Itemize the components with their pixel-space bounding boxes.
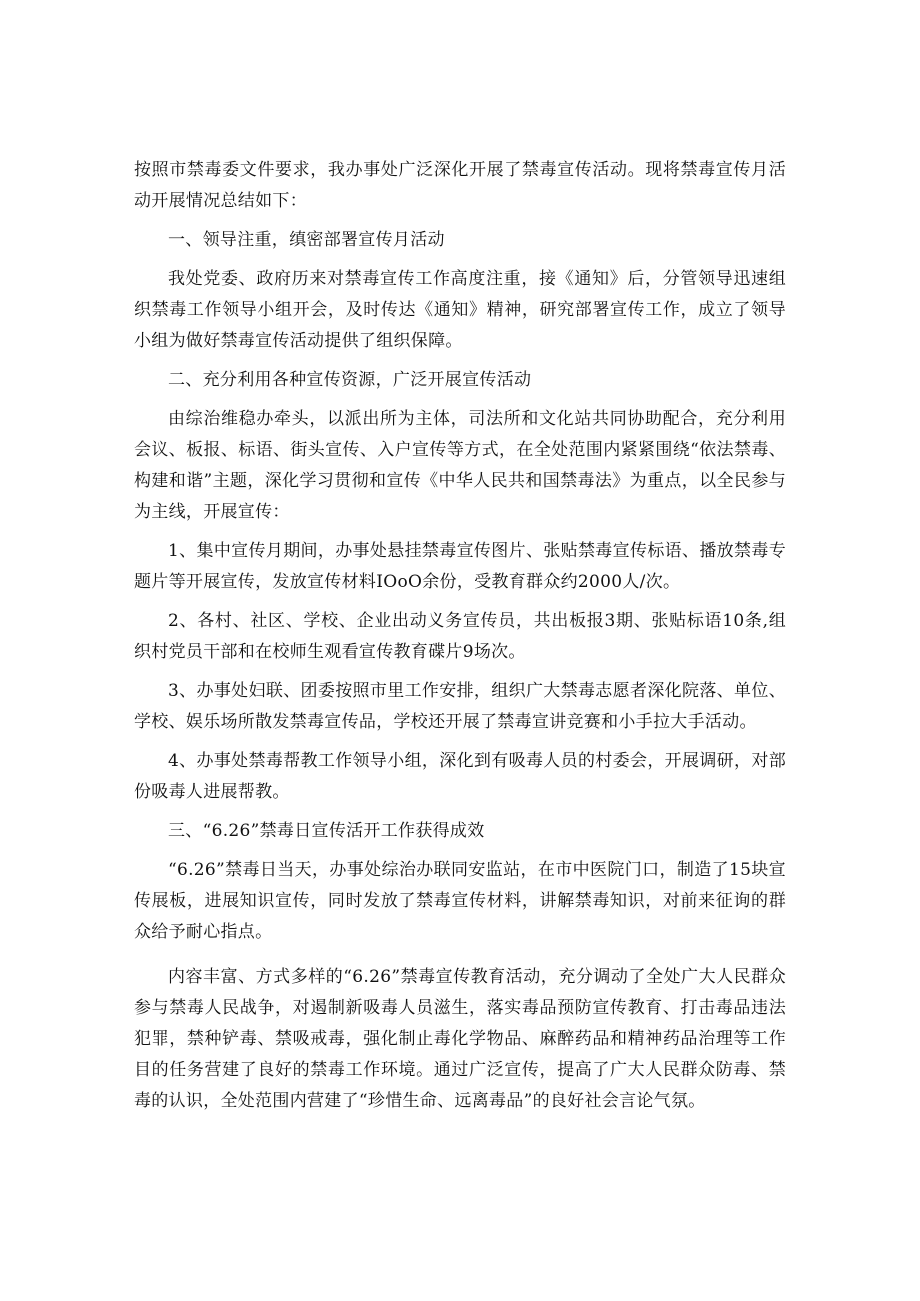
paragraph-leadership: 我处党委、政府历来对禁毒宣传工作高度注重，接《通知》后，分管领导迅速组织禁毒工作领导小组开会，及时传达《通知》精神，研究部署宣传工作，成立了领导小组为做好禁毒宣传活动提供了组织保障。 <box>134 269 786 351</box>
document-body <box>134 155 786 1125</box>
paragraph-drug-day: “6.26”禁毒日当天，办事处综治办联同安监站，在市中医院门口，制造了15块宣传展板，进展知识宣传，同时发放了禁毒宣传材料，讲解禁毒知识，对前来征询的群众给予耐心指点。 <box>134 860 786 942</box>
section-heading-1: 一、领导注重，缜密部署宣传月活动 <box>168 230 445 250</box>
list-item-2: 2、各村、社区、学校、企业出动义务宣传员，共出板报3期、张贴标语10条,组织村党员干部和在校师生观看宣传教育碟片9场次。 <box>134 611 786 662</box>
section-heading-3: 三、“6.26”禁毒日宣传活开工作获得成效 <box>168 821 485 841</box>
list-item-1: 1、集中宣传月期间，办事处悬挂禁毒宣传图片、张贴禁毒宣传标语、播放禁毒专题片等开展宣传，发放宣传材料IOoO余份，受教育群众约2000人/次。 <box>134 541 786 592</box>
paragraph-resources: 由综治维稳办牵头，以派出所为主体，司法所和文化站共同协助配合，充分利用会议、板报、标语、街头宣传、入户宣传等方式，在全处范围内紧紧围绕“依法禁毒、构建和谐”主题，深化学习贯彻和宣传《中华人民共和国禁毒法》为重点，以全民参与为主线，开展宣传： <box>134 409 786 522</box>
intro-paragraph: 按照市禁毒委文件要求，我办事处广泛深化开展了禁毒宣传活动。现将禁毒宣传月活动开展情况总结如下： <box>134 160 786 211</box>
paragraph-summary: 内容丰富、方式多样的“6.26”禁毒宣传教育活动，充分调动了全处广大人民群众参与禁毒人民战争，对遏制新吸毒人员滋生，落实毒品预防宣传教育、打击毒品违法犯罪，禁种铲毒、禁吸戒毒，强化制止毒化学物品、麻醉药品和精神药品治理等工作目的任务营建了良好的禁毒工作环境。通过广泛宣传，提高了广大人民群众防毒、禁毒的认识，全处范围内营建了“珍惜生命、远离毒品”的良好社会言论气氛。 <box>134 967 786 1111</box>
section-heading-2: 二、充分利用各种宣传资源，广泛开展宣传活动 <box>168 370 532 390</box>
list-item-4: 4、办事处禁毒帮教工作领导小组，深化到有吸毒人员的村委会，开展调研，对部份吸毒人进展帮教。 <box>134 751 786 802</box>
list-item-3: 3、办事处妇联、团委按照市里工作安排，组织广大禁毒志愿者深化院落、单位、学校、娱乐场所散发禁毒宣传品，学校还开展了禁毒宣讲竞赛和小手拉大手活动。 <box>134 681 786 732</box>
